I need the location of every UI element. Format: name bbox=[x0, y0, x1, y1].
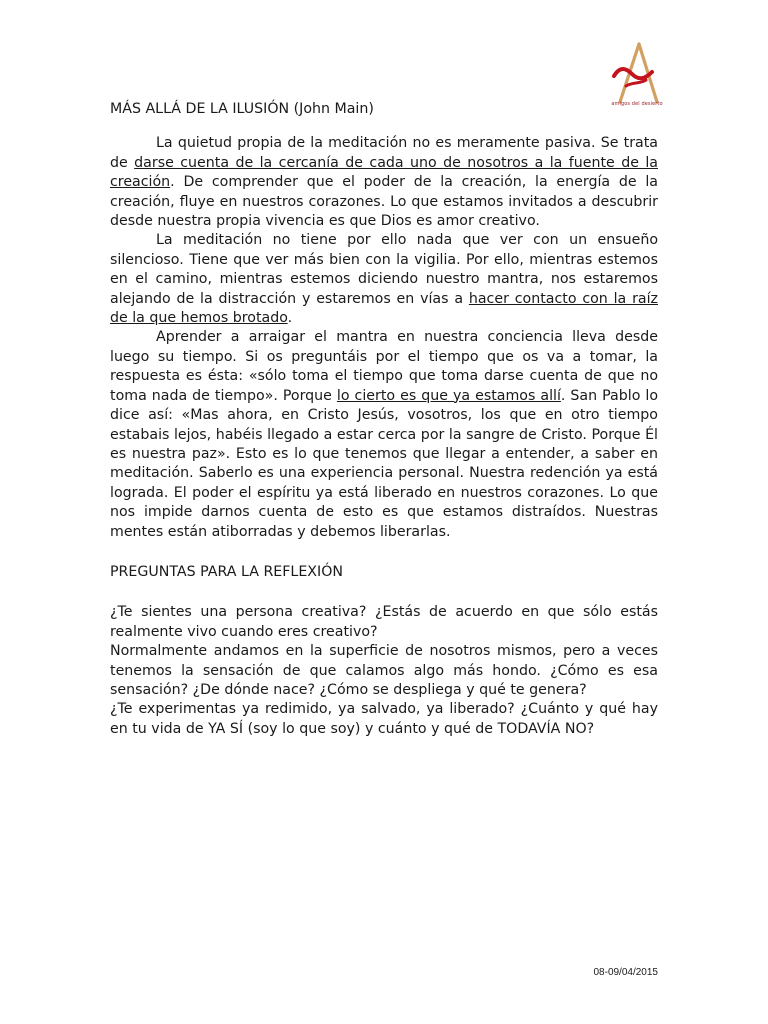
desert-friends-logo-icon bbox=[612, 42, 662, 104]
questions-heading: PREGUNTAS PARA LA REFLEXIÓN bbox=[110, 563, 343, 580]
paragraph-text: La quietud propia de la meditación no es meramente pasiva. Se trata de bbox=[110, 135, 658, 171]
paragraph-text: . De comprender que el poder de la creación, la energía de la creación, fluye en nuestros corazones. Lo que estamos invitados a descubrir desde nuestra propia vivencia es que Dios es amor creativo. bbox=[110, 174, 658, 230]
paragraph-text: Aprender a arraigar el mantra en nuestra conciencia lleva desde luego su tiempo. Si os preguntáis por el tiempo que os va a tomar, la respuesta es ésta: «sólo toma el tiempo que toma darse cuenta de que no toma nada de tiempo». Porque bbox=[110, 329, 658, 404]
paragraph bbox=[110, 328, 658, 541]
logo-caption: amigos del desierto bbox=[611, 101, 663, 107]
paragraph-text: . San Pablo lo dice así: «Mas ahora, en Cristo Jesús, vosotros, los que en otro tiempo estabais lejos, habéis llegado a estar cerca por la sangre de Cristo. Porque Él es nuestra paz». Esto es lo que tenemos que llegar a entender, a saber en meditación. Saberlo es una experiencia personal. Nuestra redención ya está lograda. El poder el espíritu ya está liberado en nuestros corazones. Lo que nos impide darnos cuenta de esto es que estamos distraídos. Nuestras mentes están atiborradas y debemos liberarlas. bbox=[110, 387, 659, 540]
paragraph bbox=[110, 134, 658, 231]
paragraph-text: La meditación no tiene por ello nada que ver con un ensueño silencioso. Tiene que ver más bien con la vigilia. Por ello, mientras estemos en el camino, mientras estemos diciendo nuestro mantra, nos estaremos alejando de la distracción y estaremos en vías a bbox=[110, 232, 658, 307]
underlined-text: darse cuenta de la cercanía de cada uno de nosotros a la fuente de la creación bbox=[110, 154, 659, 191]
questions-list bbox=[110, 603, 658, 739]
underlined-text: lo cierto es que ya estamos allí bbox=[336, 387, 561, 404]
question-item: Normalmente andamos en la superficie de nosotros mismos, pero a veces tenemos la sensación de que calamos algo más hondo. ¿Cómo es esa sensación? ¿De dónde nace? ¿Cómo se despliega y qué te genera? bbox=[110, 643, 658, 698]
question-item: ¿Te sientes una persona creativa? ¿Estás de acuerdo en que sólo estás realmente vivo cuando eres creativo? bbox=[110, 604, 658, 640]
underlined-text: hacer contacto con la raíz de la que hemos brotado bbox=[110, 290, 658, 327]
paragraph bbox=[110, 231, 658, 328]
question-item: ¿Te experimentas ya redimido, ya salvado, ya liberado? ¿Cuánto y qué hay en tu vida de YA SÍ (soy lo que soy) y cuánto y qué de TODAVÍA NO? bbox=[110, 701, 658, 737]
document-title: MÁS ALLÁ DE LA ILUSIÓN (John Main) bbox=[110, 101, 374, 117]
paragraph-text: . bbox=[287, 310, 293, 327]
document-body bbox=[110, 100, 658, 739]
footer-date: 08-09/04/2015 bbox=[593, 967, 658, 978]
